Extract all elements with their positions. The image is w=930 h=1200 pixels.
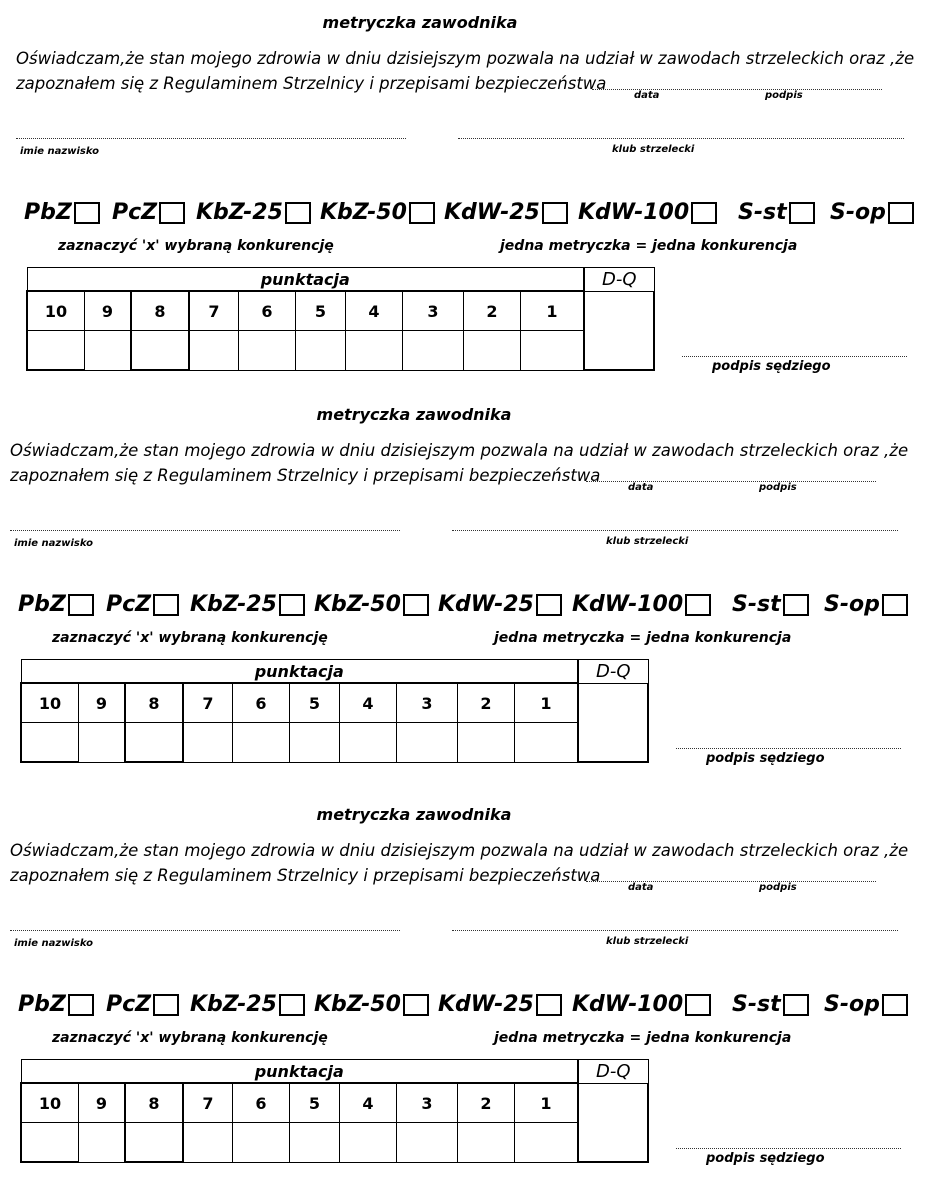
competition-checkbox[interactable] xyxy=(68,594,94,616)
club-label: klub strzelecki xyxy=(606,536,689,547)
score-value: 4 xyxy=(340,683,397,723)
score-entry-cell[interactable] xyxy=(397,1123,458,1163)
competition-checkbox[interactable] xyxy=(691,202,717,224)
competition-option xyxy=(738,200,815,225)
competition-label: S-st xyxy=(738,200,787,225)
card-title: metryczka zawodnika xyxy=(316,805,512,824)
declaration-line-2: zapoznałem się z Regulaminem Strzelnicy i przepisami bezpieczeństwa xyxy=(10,466,601,485)
dq-header: D-Q xyxy=(578,1060,648,1084)
competition-label: S-op xyxy=(824,992,880,1017)
judge-signature-label: podpis sędziego xyxy=(706,751,825,766)
score-value: 9 xyxy=(79,1083,126,1123)
declaration-line-2: zapoznałem się z Regulaminem Strzelnicy i przepisami bezpieczeństwa xyxy=(10,866,601,885)
competition-checkbox[interactable] xyxy=(74,202,100,224)
competition-option xyxy=(190,592,305,617)
judge-signature-field[interactable] xyxy=(676,747,901,749)
competition-options xyxy=(18,992,918,1028)
competitor-card xyxy=(0,392,924,787)
competitor-card xyxy=(0,792,924,1187)
competition-label: KdW-25 xyxy=(438,992,534,1017)
name-label: imie nazwisko xyxy=(20,146,100,157)
score-entry-cell[interactable] xyxy=(233,1123,290,1163)
score-header: punktacja xyxy=(21,1060,578,1084)
score-entry-cell[interactable] xyxy=(515,1123,579,1163)
score-value: 5 xyxy=(290,683,340,723)
score-header: punktacja xyxy=(27,268,584,292)
club-field[interactable] xyxy=(458,137,904,139)
competition-checkbox[interactable] xyxy=(279,994,305,1016)
competition-option xyxy=(196,200,311,225)
competitor-card xyxy=(0,0,930,395)
competition-option xyxy=(444,200,568,225)
score-value: 10 xyxy=(27,291,85,331)
competition-checkbox[interactable] xyxy=(783,994,809,1016)
date-label: data xyxy=(628,882,654,893)
competition-checkbox[interactable] xyxy=(409,202,435,224)
score-entry-cell[interactable] xyxy=(346,331,403,371)
competition-checkbox[interactable] xyxy=(403,594,429,616)
score-value: 1 xyxy=(515,1083,579,1123)
score-table xyxy=(20,659,649,763)
competition-label: PbZ xyxy=(18,992,66,1017)
competition-checkbox[interactable] xyxy=(68,994,94,1016)
signature-label: podpis xyxy=(759,482,797,493)
score-value: 9 xyxy=(85,291,132,331)
score-value: 2 xyxy=(464,291,521,331)
score-value: 3 xyxy=(403,291,464,331)
score-entry-cell[interactable] xyxy=(183,1123,233,1163)
score-value: 2 xyxy=(458,1083,515,1123)
judge-signature-field[interactable] xyxy=(676,1147,901,1149)
competition-label: PbZ xyxy=(18,592,66,617)
score-value: 6 xyxy=(239,291,296,331)
competition-checkbox[interactable] xyxy=(783,594,809,616)
competition-checkbox[interactable] xyxy=(685,594,711,616)
selection-hint: zaznaczyć 'x' wybraną konkurencję xyxy=(58,238,334,254)
name-field[interactable] xyxy=(10,529,400,531)
competition-option xyxy=(824,592,908,617)
competition-option xyxy=(314,992,429,1017)
score-entry-cell[interactable] xyxy=(183,723,233,763)
competition-checkbox[interactable] xyxy=(685,994,711,1016)
club-label: klub strzelecki xyxy=(606,936,689,947)
competition-option xyxy=(438,992,562,1017)
score-entry-cell[interactable] xyxy=(79,723,126,763)
one-card-note: jedna metryczka = jedna konkurencja xyxy=(494,630,792,646)
competition-label: PcZ xyxy=(112,200,158,225)
competition-option xyxy=(578,200,717,225)
score-value: 1 xyxy=(521,291,585,331)
score-entry-cell[interactable] xyxy=(403,331,464,371)
dq-entry-cell[interactable] xyxy=(578,1083,648,1162)
competition-label: KbZ-50 xyxy=(314,592,401,617)
one-card-note: jedna metryczka = jedna konkurencja xyxy=(500,238,798,254)
competition-label: S-op xyxy=(830,200,886,225)
selection-hint: zaznaczyć 'x' wybraną konkurencję xyxy=(52,630,328,646)
score-value: 3 xyxy=(397,683,458,723)
competition-label: S-st xyxy=(732,992,781,1017)
dq-entry-cell[interactable] xyxy=(584,291,654,370)
competition-label: KbZ-25 xyxy=(190,992,277,1017)
score-value: 7 xyxy=(183,1083,233,1123)
competition-checkbox[interactable] xyxy=(882,994,908,1016)
competition-options xyxy=(18,592,918,628)
date-label: data xyxy=(628,482,654,493)
competition-checkbox[interactable] xyxy=(279,594,305,616)
competition-option xyxy=(572,992,711,1017)
competition-option xyxy=(190,992,305,1017)
dq-header: D-Q xyxy=(578,660,648,684)
score-header: punktacja xyxy=(21,660,578,684)
competition-option xyxy=(320,200,435,225)
competition-label: KdW-100 xyxy=(572,592,684,617)
club-field[interactable] xyxy=(452,929,898,931)
club-field[interactable] xyxy=(452,529,898,531)
score-value: 10 xyxy=(21,1083,79,1123)
competition-label: PcZ xyxy=(106,592,152,617)
declaration-line-1: Oświadczam,że stan mojego zdrowia w dniu dzisiejszym pozwala na udział w zawodach strzeleckich oraz ,że xyxy=(10,441,909,460)
score-entry-cell[interactable] xyxy=(458,723,515,763)
score-value: 4 xyxy=(346,291,403,331)
score-entry-cell[interactable] xyxy=(397,723,458,763)
score-entry-cell[interactable] xyxy=(340,723,397,763)
card-title: metryczka zawodnika xyxy=(316,405,512,424)
name-field[interactable] xyxy=(10,929,400,931)
name-field[interactable] xyxy=(16,137,406,139)
competition-label: KbZ-25 xyxy=(196,200,283,225)
competition-option xyxy=(18,992,94,1017)
score-entry-cell[interactable] xyxy=(239,331,296,371)
competition-label: KbZ-25 xyxy=(190,592,277,617)
competition-label: PcZ xyxy=(106,992,152,1017)
score-value: 2 xyxy=(458,683,515,723)
score-entry-cell[interactable] xyxy=(290,1123,340,1163)
competition-option xyxy=(112,200,185,225)
score-entry-cell[interactable] xyxy=(290,723,340,763)
competition-checkbox[interactable] xyxy=(536,994,562,1016)
competition-option xyxy=(314,592,429,617)
score-table xyxy=(26,267,655,371)
score-entry-cell[interactable] xyxy=(464,331,521,371)
score-value: 10 xyxy=(21,683,79,723)
competition-label: KbZ-50 xyxy=(314,992,401,1017)
score-value: 9 xyxy=(79,683,126,723)
score-entry-cell[interactable] xyxy=(21,723,79,763)
score-value: 6 xyxy=(233,683,290,723)
judge-signature-label: podpis sędziego xyxy=(706,1151,825,1166)
score-value: 8 xyxy=(131,291,189,331)
declaration-line-1: Oświadczam,że stan mojego zdrowia w dniu dzisiejszym pozwala na udział w zawodach strzeleckich oraz ,że xyxy=(16,49,915,68)
score-entry-cell[interactable] xyxy=(79,1123,126,1163)
signature-label: podpis xyxy=(759,882,797,893)
competition-checkbox[interactable] xyxy=(882,594,908,616)
competition-checkbox[interactable] xyxy=(159,202,185,224)
judge-signature-label: podpis sędziego xyxy=(712,359,831,374)
competition-label: KbZ-50 xyxy=(320,200,407,225)
score-table xyxy=(20,1059,649,1163)
competition-label: S-op xyxy=(824,592,880,617)
competition-checkbox[interactable] xyxy=(285,202,311,224)
competition-checkbox[interactable] xyxy=(403,994,429,1016)
declaration-line-2: zapoznałem się z Regulaminem Strzelnicy i przepisami bezpieczeństwa xyxy=(16,74,607,93)
competition-option xyxy=(18,592,94,617)
club-label: klub strzelecki xyxy=(612,144,695,155)
competition-option xyxy=(824,992,908,1017)
score-entry-cell[interactable] xyxy=(125,723,183,763)
competition-label: PbZ xyxy=(24,200,72,225)
competition-checkbox[interactable] xyxy=(789,202,815,224)
competition-label: KdW-25 xyxy=(438,592,534,617)
dq-entry-cell[interactable] xyxy=(578,683,648,762)
score-value: 5 xyxy=(296,291,346,331)
score-value: 5 xyxy=(290,1083,340,1123)
one-card-note: jedna metryczka = jedna konkurencja xyxy=(494,1030,792,1046)
competition-checkbox[interactable] xyxy=(153,594,179,616)
date-label: data xyxy=(634,90,660,101)
score-value: 6 xyxy=(233,1083,290,1123)
competition-checkbox[interactable] xyxy=(536,594,562,616)
score-entry-cell[interactable] xyxy=(296,331,346,371)
card-title: metryczka zawodnika xyxy=(322,13,518,32)
name-label: imie nazwisko xyxy=(14,538,94,549)
competition-option xyxy=(24,200,100,225)
score-entry-cell[interactable] xyxy=(125,1123,183,1163)
competition-label: KdW-100 xyxy=(578,200,690,225)
competition-option xyxy=(106,992,179,1017)
score-entry-cell[interactable] xyxy=(27,331,85,371)
score-value: 4 xyxy=(340,1083,397,1123)
score-entry-cell[interactable] xyxy=(521,331,585,371)
score-entry-cell[interactable] xyxy=(340,1123,397,1163)
competition-checkbox[interactable] xyxy=(542,202,568,224)
score-value: 1 xyxy=(515,683,579,723)
competition-option xyxy=(732,992,809,1017)
score-entry-cell[interactable] xyxy=(21,1123,79,1163)
selection-hint: zaznaczyć 'x' wybraną konkurencję xyxy=(52,1030,328,1046)
competition-option xyxy=(732,592,809,617)
competition-option xyxy=(830,200,914,225)
judge-signature-field[interactable] xyxy=(682,355,907,357)
competition-checkbox[interactable] xyxy=(153,994,179,1016)
score-value: 3 xyxy=(397,1083,458,1123)
score-entry-cell[interactable] xyxy=(515,723,579,763)
score-entry-cell[interactable] xyxy=(458,1123,515,1163)
competition-label: KdW-100 xyxy=(572,992,684,1017)
competition-label: KdW-25 xyxy=(444,200,540,225)
competition-options xyxy=(24,200,924,236)
declaration-line-1: Oświadczam,że stan mojego zdrowia w dniu dzisiejszym pozwala na udział w zawodach strzeleckich oraz ,że xyxy=(10,841,909,860)
name-label: imie nazwisko xyxy=(14,938,94,949)
score-value: 8 xyxy=(125,1083,183,1123)
competition-option xyxy=(572,592,711,617)
score-entry-cell[interactable] xyxy=(189,331,239,371)
signature-label: podpis xyxy=(765,90,803,101)
score-value: 8 xyxy=(125,683,183,723)
competition-label: S-st xyxy=(732,592,781,617)
competition-option xyxy=(106,592,179,617)
score-entry-cell[interactable] xyxy=(85,331,132,371)
score-entry-cell[interactable] xyxy=(131,331,189,371)
competition-option xyxy=(438,592,562,617)
score-value: 7 xyxy=(183,683,233,723)
dq-header: D-Q xyxy=(584,268,654,292)
competition-checkbox[interactable] xyxy=(888,202,914,224)
score-value: 7 xyxy=(189,291,239,331)
score-entry-cell[interactable] xyxy=(233,723,290,763)
